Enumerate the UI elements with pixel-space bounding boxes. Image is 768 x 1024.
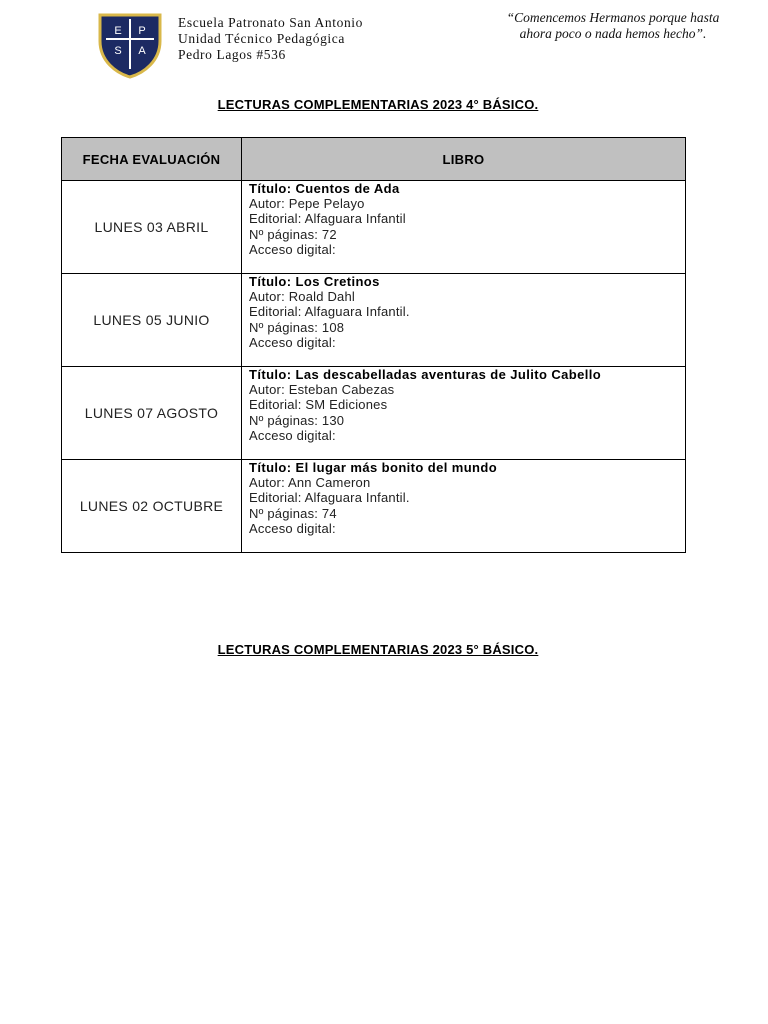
book-title: Título: Cuentos de Ada xyxy=(249,181,400,196)
motto-line-2: ahora poco o nada hemos hecho”. xyxy=(519,26,707,41)
crest-letter-p: P xyxy=(138,25,146,37)
book-pages: Nº páginas: 72 xyxy=(249,226,337,242)
book-pages: Nº páginas: 74 xyxy=(249,505,337,521)
crest-letter-s: S xyxy=(114,45,122,57)
table-header-row xyxy=(62,138,686,181)
column-header-date: FECHA EVALUACIÓN xyxy=(62,138,242,181)
book-digital-access: Acceso digital: xyxy=(249,334,336,350)
book-publisher: Editorial: SM Ediciones xyxy=(249,397,388,413)
book-author: Autor: Esteban Cabezas xyxy=(249,382,395,398)
book-publisher: Editorial: Alfaguara Infantil. xyxy=(249,304,410,320)
book-details xyxy=(242,274,686,367)
table-row xyxy=(62,274,686,367)
book-digital-access: Acceso digital: xyxy=(249,427,336,443)
book-digital-access: Acceso digital: xyxy=(249,241,336,257)
evaluation-date: LUNES 02 OCTUBRE xyxy=(62,460,242,553)
book-publisher: Editorial: Alfaguara Infantil xyxy=(249,211,406,227)
book-pages: Nº páginas: 130 xyxy=(249,412,345,428)
book-pages: Nº páginas: 108 xyxy=(249,319,345,335)
evaluation-date: LUNES 03 ABRIL xyxy=(62,181,242,274)
school-address: Pedro Lagos #536 xyxy=(178,47,286,62)
school-name: Escuela Patronato San Antonio xyxy=(178,15,363,30)
book-digital-access: Acceso digital: xyxy=(249,520,336,536)
crest-letter-e: E xyxy=(114,25,122,37)
book-author: Autor: Pepe Pelayo xyxy=(249,196,365,212)
book-author: Autor: Ann Cameron xyxy=(249,475,371,491)
book-author: Autor: Roald Dahl xyxy=(249,289,356,305)
school-crest-logo xyxy=(96,11,164,79)
evaluation-date: LUNES 05 JUNIO xyxy=(62,274,242,367)
school-info xyxy=(178,15,363,63)
book-title: Título: Los Cretinos xyxy=(249,274,380,289)
section-title-4-basico: LECTURAS COMPLEMENTARIAS 2023 4° BÁSICO. xyxy=(217,97,539,112)
motto-line-1: “Comencemos Hermanos porque hasta xyxy=(506,10,720,25)
book-details xyxy=(242,460,686,553)
book-details xyxy=(242,367,686,460)
section-title-5-basico: LECTURAS COMPLEMENTARIAS 2023 5° BÁSICO. xyxy=(217,642,539,657)
column-header-book: LIBRO xyxy=(242,138,686,181)
table-row xyxy=(62,181,686,274)
book-details xyxy=(242,181,686,274)
motto-quote xyxy=(478,10,748,42)
school-unit: Unidad Técnico Pedagógica xyxy=(178,31,345,46)
book-publisher: Editorial: Alfaguara Infantil. xyxy=(249,490,410,506)
table-row xyxy=(62,460,686,553)
table-row xyxy=(62,367,686,460)
crest-letter-a: A xyxy=(138,45,146,57)
book-title: Título: Las descabelladas aventuras de Julito Cabello xyxy=(249,367,602,382)
book-title: Título: El lugar más bonito del mundo xyxy=(249,460,498,475)
evaluation-date: LUNES 07 AGOSTO xyxy=(62,367,242,460)
readings-table-4-basico xyxy=(61,137,686,553)
